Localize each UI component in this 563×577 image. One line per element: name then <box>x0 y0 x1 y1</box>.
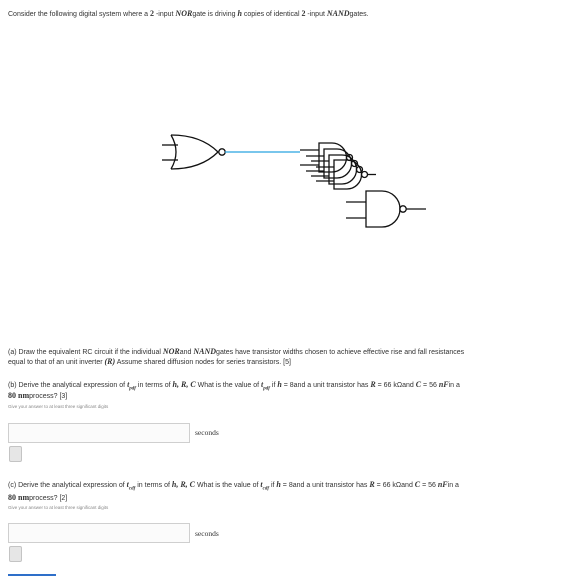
math-hrc: h, R, C <box>172 380 196 389</box>
math-nand: NAND <box>326 9 350 18</box>
math-tpdf <box>261 380 270 392</box>
part-b-check-button[interactable] <box>9 446 22 462</box>
part-b-text: What is the value of <box>195 382 262 389</box>
part-b-text: if <box>269 382 278 389</box>
math-sub: cdf <box>262 486 269 492</box>
intro-part: gate is driving <box>192 11 238 18</box>
math-80nm: 80 nm <box>8 391 30 400</box>
part-a-text: (a) Draw the equivalent RC circuit if the individual <box>8 349 163 356</box>
part-b-line1 <box>8 380 460 394</box>
intro-part: copies of identical <box>241 11 302 18</box>
part-b-text: = 56 <box>421 382 439 389</box>
part-c-unit-label: seconds <box>195 529 219 538</box>
part-b-answer-input[interactable] <box>8 423 190 443</box>
intro-part: -input <box>154 11 176 18</box>
part-a-text: and <box>179 349 194 356</box>
part-b-text: = 8and a unit transistor has <box>281 382 371 389</box>
math-h: h <box>237 9 242 18</box>
part-c-text: What is the value of <box>195 482 261 489</box>
part-c-line2 <box>8 493 67 504</box>
part-a-line1 <box>8 347 464 358</box>
part-a-text: gates have transistor widths chosen to achieve effective rise and fall resistances <box>216 349 465 356</box>
math-hrc: h, R, C <box>171 480 195 489</box>
math-r: R <box>370 380 376 389</box>
math-c: C <box>414 480 421 489</box>
part-b-text: in a <box>448 382 460 389</box>
math-t: t <box>261 380 264 389</box>
part-b-line2 <box>8 391 67 402</box>
math-nor: NOR <box>175 9 193 18</box>
math-sub: pdf <box>263 386 270 392</box>
part-b-hint: Give your answer to at least three significant digits <box>8 404 109 409</box>
part-b-unit-label: seconds <box>195 428 219 437</box>
math-h: h <box>277 380 282 389</box>
math-nand: NAND <box>193 347 217 356</box>
math-r: (R) <box>104 357 116 366</box>
math-sub: pdf <box>129 386 136 392</box>
part-a-text: Assume shared diffusion nodes for series transistors. [5] <box>115 359 291 366</box>
part-c-check-button[interactable] <box>9 546 22 562</box>
part-c-text: = 56 <box>420 482 438 489</box>
math-2: 2 <box>301 9 306 18</box>
part-c-text: in terms of <box>135 482 172 489</box>
part-b-text: = 66 kΩand <box>375 382 416 389</box>
part-b-text: process? [3] <box>29 393 68 400</box>
math-r: R <box>369 480 375 489</box>
part-b-text: (b) Derive the analytical expression of <box>8 382 128 389</box>
part-a-line2 <box>8 357 291 368</box>
part-c-text: in a <box>447 482 459 489</box>
intro-part: Consider the following digital system where a <box>8 11 151 18</box>
math-2: 2 <box>150 9 155 18</box>
part-b-text: in terms of <box>135 382 173 389</box>
math-80nm: 80 nm <box>8 493 30 502</box>
part-c-hint: Give your answer to at least three significant digits <box>8 505 109 510</box>
nand-gate-icon <box>306 149 358 178</box>
math-nf: nF <box>438 380 449 389</box>
math-sub: cdf <box>128 486 136 492</box>
math-h: h <box>276 480 281 489</box>
intro-part: -input <box>305 11 327 18</box>
math-t: t <box>260 480 263 489</box>
next-link-underline[interactable] <box>8 574 56 576</box>
part-c-text: process? [2] <box>29 495 68 502</box>
part-c-text: (c) Derive the analytical expression of <box>8 482 127 489</box>
math-t: t <box>127 380 130 389</box>
part-c-text: if <box>269 482 277 489</box>
math-tcdf <box>126 480 136 492</box>
part-a-text: equal to that of an unit inverter <box>8 359 105 366</box>
math-tcdf <box>260 480 269 492</box>
part-c-text: = 8and a unit transistor has <box>280 482 370 489</box>
math-t: t <box>126 480 129 489</box>
intro-part: gates. <box>349 11 369 18</box>
nand-gate-icon <box>346 191 426 227</box>
math-tpdf <box>127 380 136 392</box>
nor-gate-icon <box>162 135 225 169</box>
part-c-text: = 66 kΩand <box>374 482 415 489</box>
math-nf: nF <box>437 480 448 489</box>
math-nor: NOR <box>162 347 180 356</box>
math-c: C <box>415 380 422 389</box>
part-c-answer-input[interactable] <box>8 523 190 543</box>
part-c-line1 <box>8 480 459 494</box>
